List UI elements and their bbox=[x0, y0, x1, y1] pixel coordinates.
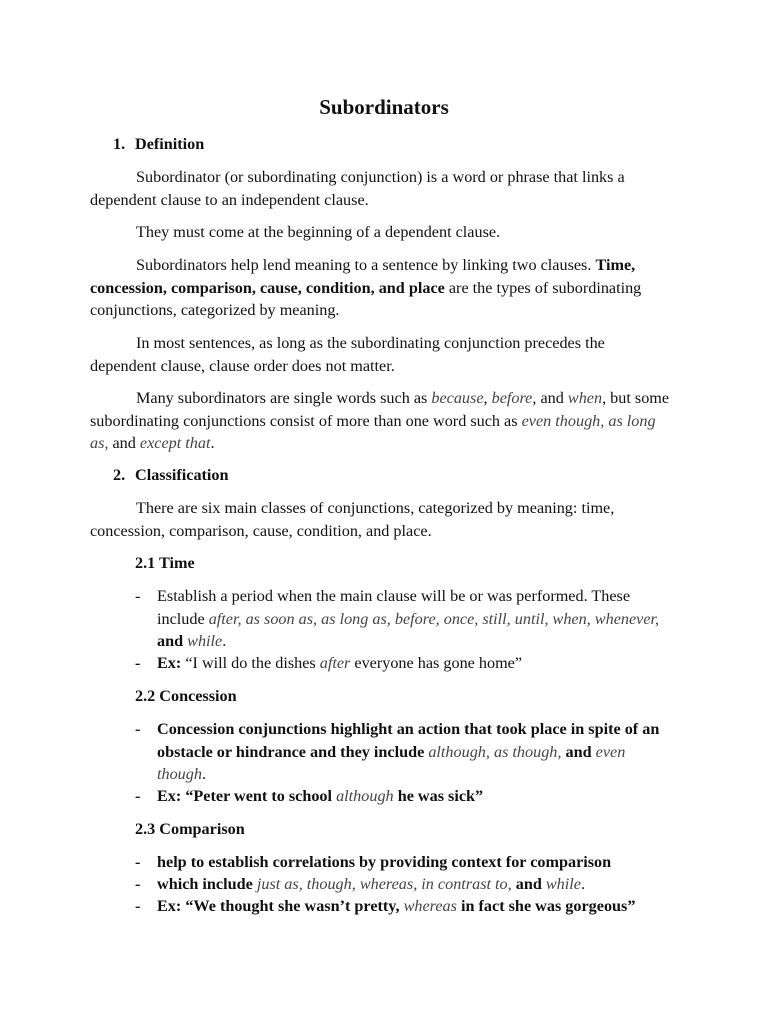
text: which include bbox=[157, 875, 257, 893]
example-word: because bbox=[431, 389, 484, 407]
definition-paragraph-2: They must come at the beginning of a dependent clause. bbox=[136, 223, 501, 241]
definition-paragraph-4: In most sentences, as long as the subordinating conjunction precedes the dependent clause, clause order does not matter. bbox=[90, 334, 605, 375]
definition-paragraph-1: Subordinator (or subordinating conjunction) is a word or phrase that links a dependent clause to an independent clause. bbox=[90, 168, 625, 209]
dash-bullet: - bbox=[135, 787, 141, 805]
section-heading-classification bbox=[113, 464, 229, 486]
text: . bbox=[210, 434, 215, 452]
list-item-text bbox=[157, 652, 675, 675]
text: , bbox=[483, 389, 492, 407]
example-word: when bbox=[567, 389, 603, 407]
text: . bbox=[580, 875, 585, 893]
text: . bbox=[201, 765, 207, 783]
example-word: even though, as long as, bbox=[90, 411, 656, 452]
bold-text: and bbox=[374, 278, 409, 297]
section-number: 2. bbox=[113, 466, 126, 484]
example-words: after, as soon as, as long as, before, once, still, until, when, whenever, bbox=[208, 609, 660, 628]
list-item-text bbox=[157, 785, 675, 808]
example-word: whereas bbox=[403, 897, 457, 915]
example-label: Ex: bbox=[157, 654, 182, 672]
text: he was sick” bbox=[393, 787, 484, 805]
definition-paragraph-5 bbox=[90, 387, 670, 455]
list-item bbox=[135, 652, 675, 675]
dash-bullet: - bbox=[135, 897, 141, 915]
text: Ex: “We thought she wasn’t pretty, bbox=[157, 897, 404, 915]
bold-text: Time, concession, comparison, cause, condition, bbox=[90, 256, 636, 297]
list-item-text bbox=[157, 718, 675, 786]
list-item-text bbox=[157, 873, 675, 896]
text: Subordinators help lend meaning to a sentence by linking two clauses. bbox=[136, 256, 592, 274]
dash-bullet: - bbox=[135, 875, 141, 893]
text: “I will do the dishes bbox=[181, 654, 320, 672]
text: Concession conjunctions highlight an action that took place in spite of an obstacle or hindrance and they include bbox=[157, 720, 660, 761]
text: , and bbox=[532, 389, 568, 407]
text: in fact she was gorgeous” bbox=[456, 897, 636, 915]
dash-bullet: - bbox=[135, 853, 141, 871]
list-item bbox=[135, 873, 675, 896]
text: everyone has gone home” bbox=[350, 654, 523, 672]
list-item bbox=[135, 895, 675, 918]
list-item bbox=[135, 585, 675, 653]
example-word: while bbox=[545, 875, 581, 893]
list-item bbox=[135, 718, 675, 786]
list-item bbox=[135, 785, 675, 808]
list-item-text bbox=[157, 895, 675, 918]
example-word: after bbox=[319, 654, 351, 672]
example-word: except that bbox=[139, 434, 211, 452]
classification-paragraph: There are six main classes of conjunctions, categorized by meaning: time, concession, comparison, cause, condition, and place. bbox=[90, 499, 615, 540]
subheading-time: 2.1 Time bbox=[135, 554, 195, 572]
text: are the types of subordinating conjunctions, categorized by meaning. bbox=[90, 278, 642, 319]
bold-text: place bbox=[408, 278, 445, 297]
subheading-concession: 2.2 Concession bbox=[135, 687, 237, 705]
example-words: even though bbox=[157, 742, 626, 783]
list-item bbox=[135, 851, 675, 874]
text: Establish a period when the main clause will be or was performed. These include bbox=[157, 587, 631, 628]
list-item-text bbox=[157, 585, 675, 653]
bold-text: and bbox=[157, 632, 188, 650]
page-title: Subordinators bbox=[319, 95, 449, 119]
example-word: while bbox=[187, 632, 223, 650]
dash-bullet: - bbox=[135, 720, 141, 738]
example-word: before bbox=[491, 389, 533, 407]
section-title: Classification bbox=[135, 466, 229, 484]
list-item-text: help to establish correlations by providing context for comparison bbox=[157, 853, 612, 871]
dash-bullet: - bbox=[135, 654, 141, 672]
example-word: although bbox=[336, 787, 394, 805]
dash-bullet: - bbox=[135, 587, 141, 605]
text: and bbox=[108, 434, 140, 452]
text: Ex: “Peter went to school bbox=[157, 787, 337, 805]
example-words: just as, though, whereas, in contrast to, bbox=[256, 875, 512, 893]
section-number: 1. bbox=[113, 135, 126, 153]
definition-paragraph-3 bbox=[90, 254, 670, 322]
text: , but some subordinating conjunctions consist of more than one word such as bbox=[90, 389, 670, 430]
example-words: although, as though, bbox=[428, 742, 562, 761]
text: and bbox=[511, 875, 546, 893]
subheading-comparison: 2.3 Comparison bbox=[135, 820, 245, 838]
section-title: Definition bbox=[135, 135, 205, 153]
text: . bbox=[222, 632, 227, 650]
text: Many subordinators are single words such as bbox=[136, 389, 432, 407]
text: and bbox=[561, 742, 596, 761]
section-heading-definition bbox=[113, 133, 204, 155]
